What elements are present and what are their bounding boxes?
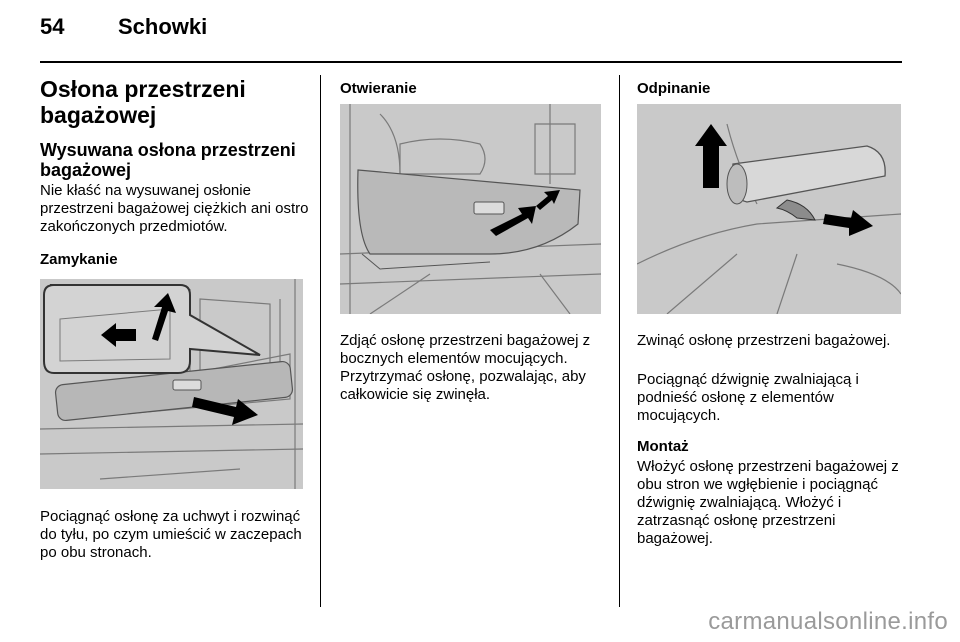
detach-illustration <box>637 104 901 314</box>
column-divider-1 <box>320 75 321 607</box>
watermark: carmanualsonline.info <box>708 608 948 635</box>
opening-text: Zdjąć osłonę przestrzeni bagażowej z bocznych elementów mocujących. Przytrzymać osłonę, pozwalając, aby całkowicie się zwinęła. <box>340 332 591 403</box>
closing-text: Pociągnąć osłonę za uchwyt i rozwinąć do tyłu, po czym umieścić w zaczepach po obu stronach. <box>40 508 302 561</box>
mount-text: Włożyć osłonę przestrzeni bagażowej z obu stron we wgłębienie i pociągnąć dźwignię zwalniającą. Włożyć i zatrzasnąć osłonę przestrzeni bagażowej. <box>637 458 899 547</box>
column-divider-2 <box>619 75 620 607</box>
mount-heading: Montaż <box>637 438 689 455</box>
page-number: 54 <box>40 14 65 39</box>
header-divider <box>40 61 902 63</box>
detach-heading: Odpinanie <box>637 80 711 97</box>
detach-text-1: Zwinąć osłonę przestrzeni bagażowej. <box>637 332 891 349</box>
opening-illustration <box>340 104 601 314</box>
sub-heading: Wysuwana osłona przestrzeni bagażowej <box>40 140 296 180</box>
main-heading: Osłona przestrzeni bagażowej <box>40 76 246 128</box>
opening-heading: Otwieranie <box>340 80 417 97</box>
warning-text: Nie kłaść na wysuwanej osłonie przestrzeni bagażowej ciężkich ani ostro zakończonych przedmiotów. <box>40 182 309 235</box>
closing-illustration <box>40 279 303 489</box>
closing-heading: Zamykanie <box>40 251 118 268</box>
detach-text-2: Pociągnąć dźwignię zwalniającą i podnieść osłonę z elementów mocujących. <box>637 371 859 424</box>
section-title: Schowki <box>118 14 208 39</box>
